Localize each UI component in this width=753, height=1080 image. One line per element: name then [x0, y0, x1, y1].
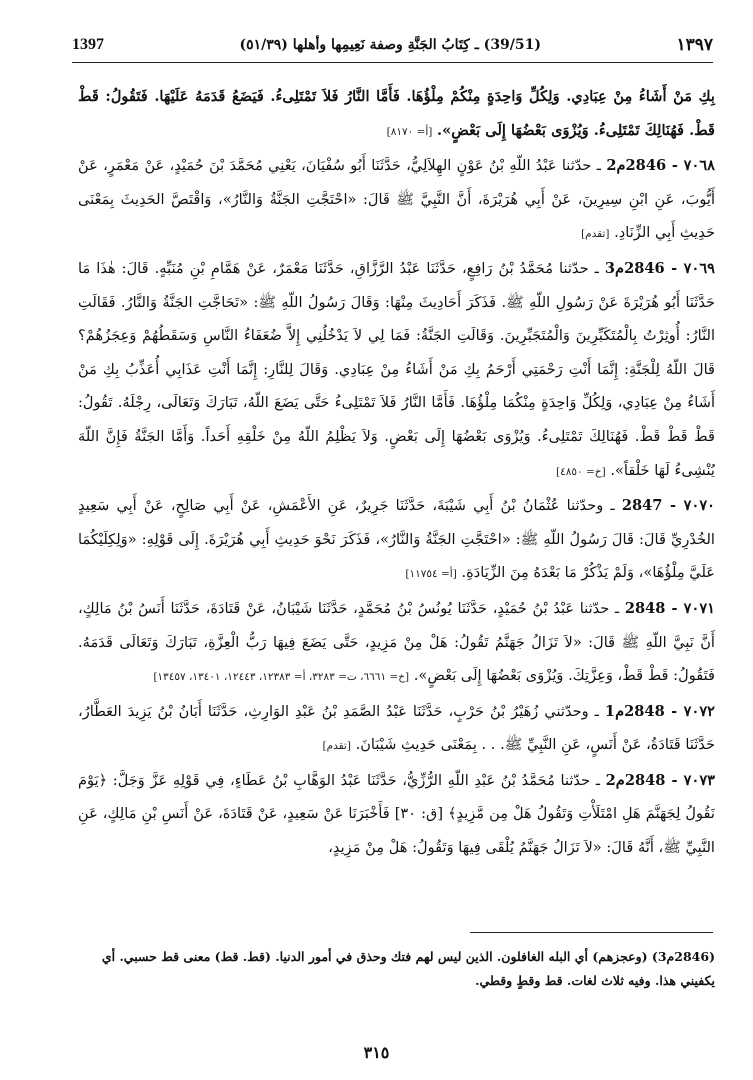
hadith-number: ٧٠٦٨ - 2846م2	[606, 157, 716, 175]
cross-reference: [خ= ٦٦٦١، ت= ٣٢٨٣، أ= ١٢٣٨٣، ١٢٤٤٣، ١٣٤٠١، ١٣٤٥٧]	[153, 671, 410, 684]
hadith-7071	[78, 592, 715, 695]
header-rule	[72, 62, 713, 63]
page-number-bottom: ٣١٥	[363, 1043, 390, 1062]
hadith-number: ٧٠٦٩ - 2846م3	[604, 259, 716, 277]
cross-reference: [خ= ٤٨٥٠]	[556, 465, 606, 478]
hadith-text: ـ وحدّثنا عُثْمَانُ بْنُ أَبِي شَيْبَةَ، حَدَّثَنَا جَرِيرٌ، عَنِ الأَعْمَشِ، عَنْ أَبِي صَالِحٍ، عَنْ أَبِي سَعِيدٍ الخُدْرِيِّ قَالَ: قَالَ رَسُولُ اللّهِ ﷺ: «احْتَجَّتِ الجَنَّةُ وَالنَّارُ»، فَذَكَرَ نَحْوَ حَدِيثِ أَبِي هُرَيْرَةَ. إِلَى قَوْلِهِ: «وَلِكِلَيْكُمَا عَلَيَّ مِلْؤُهَا»، وَلَمْ يَذْكُرْ مَا بَعْدَهُ مِنَ الزِّيَادَةِ.	[78, 497, 715, 582]
hadith-7068	[78, 149, 715, 252]
continuation-paragraph	[78, 80, 715, 149]
hadith-number: ٧٠٧٣ - 2848م2	[605, 771, 716, 789]
hadith-text: ـ حدّثنا عَبْدُ بْنُ حُمَيْدٍ، حَدَّثَنَا يُونُسُ بْنُ مُحَمَّدٍ، حَدَّثَنَا شَيْبَانُ، عَنْ قَتَادَةَ، حَدَّثَنَا أَنَسُ بْنُ مَالِكٍ، أَنَّ نَبِيَّ اللّهِ ﷺ قَالَ: «لاَ تَزَالُ جَهَنَّمُ تَقُولُ: هَلْ مِنْ مَزِيدٍ، حَتَّى يَضَعَ فِيهَا رَبُّ الْعِزَّةِ، تَبَارَكَ وَتَعَالَى قَدَمَهُ. فَتَقُولُ: قَطْ قَطْ، وَعِزَّتِكَ. وَيُزْوَى بَعْضُهَا إِلَى بَعْضٍ».	[78, 599, 715, 685]
page-header	[72, 34, 713, 56]
footnote-separator	[470, 932, 713, 933]
chapter-title: (39/51) ـ كِتَابُ الجَنَّةِ وصفة نَعِيمِها وأهلها (٥١/٣٩)	[239, 37, 542, 53]
cross-reference: [أ= ١١٧٥٤]	[405, 568, 457, 581]
cross-reference: [أ= ٨١٧٠]	[386, 125, 433, 138]
cross-reference: [تقدم]	[581, 228, 610, 241]
paragraph-text: بِكِ مَنْ أَشَاءُ مِنْ عِبَادِي. وَلِكُلِّ وَاحِدَةٍ مِنْكُمْ مِلْؤُهَا. فَأَمَّا النَّارُ فَلاَ تَمْتَلِىءُ. فَيَضَعُ قَدَمَهُ عَلَيْهَا. فَتَقُولُ: قَطْ قَطْ. فَهُنَالِكَ تَمْتَلِىءُ. وَيُزْوَى بَعْضُهَا إِلَى بَعْضٍ».	[78, 88, 715, 139]
hadith-number: ٧٠٧٢ - 2848م1	[604, 702, 716, 720]
footnote: (2846م3) (وعجزهم) أي البله الغافلون. الذين ليس لهم فتك وحذق في أمور الدنيا. (قط. قط) معنى قط حسبي. أي يكفيني هذا. وفيه ثلاث لغات. قط وقطٍ وقطي.	[101, 949, 715, 988]
hadith-text: ـ حدّثنا عَبْدُ اللّهِ بْنُ عَوْنٍ الهِلاَلِيُّ، حَدَّثَنَا أَبُو سُفْيَانَ، يَعْنِي مُحَمَّدَ بْنَ حُمَيْدٍ، عَنْ مَعْمَرٍ، عَنْ أَيُّوبَ، عَنِ ابْنِ سِيرِينَ، عَنْ أَبِي هُرَيْرَةَ، أَنَّ النَّبِيَّ ﷺ قَالَ: «احْتَجَّتِ الجَنَّةُ وَالنَّارُ»، وَاقْتَصَّ الحَدِيثَ بِمَعْنَى حَدِيثِ أَبِي الزِّنَادِ.	[78, 157, 715, 242]
page-number-arabic: ١٣٩٧	[676, 35, 713, 55]
hadith-7073	[78, 764, 715, 865]
hadith-7070	[78, 489, 715, 592]
hadith-number: ٧٠٧١ - 2848	[624, 599, 716, 617]
page-number-latin: 1397	[72, 36, 104, 53]
cross-reference: [تقدم]	[322, 740, 351, 753]
hadith-text: ـ وحدّثني زُهَيْرُ بْنُ حَرْبٍ، حَدَّثَنَا عَبْدُ الصَّمَدِ بْنُ عَبْدِ الوَارِثِ، حَدَّثَنَا أَبَانُ بْنُ يَزِيدَ العَطَّارُ، حَدَّثَنَا قَتَادَةُ، عَنْ أَنَسٍ، عَنِ النَّبِيِّ ﷺ. . . بِمَعْنَى حَدِيثِ شَيْبَانَ.	[78, 702, 715, 754]
hadith-7072	[78, 695, 715, 764]
main-text	[78, 80, 715, 865]
hadith-text: ـ حدّثنا مُحَمَّدُ بْنُ رَافِعٍ، حَدَّثَنَا عَبْدُ الرَّزَّاقِ، حَدَّثَنَا مَعْمَرٌ، عَنْ هَمَّامِ بْنِ مُنَبِّهٍ. قَالَ: هٰذَا مَا حَدَّثَنَا أَبُو هُرَيْرَةَ عَنْ رَسُولِ اللّهِ ﷺ. فَذَكَرَ أَحَادِيثَ مِنْهَا: وَقَالَ رَسُولُ اللّهِ ﷺ: «تَحَاجَّتِ الجَنَّةُ وَالنَّارُ. فَقَالَتِ النَّارُ: أُوثِرْتُ بِالْمُتَكَبِّرِينَ وَالْمُتَجَبِّرِينَ. وَقَالَتِ الجَنَّةُ: فَمَا لِي لاَ يَدْخُلُنِي إِلاَّ ضُعَفَاءُ النَّاسِ وَسَقَطُهُمْ وَعِجَزُهُمْ؟ قَالَ اللّهُ لِلْجَنَّةِ: إِنَّمَا أَنْتِ رَحْمَتِي أَرْحَمُ بِكِ مَنْ أَشَاءُ مِنْ عِبَادِي. وَقَالَ لِلنَّارِ: إِنَّمَا أَنْتِ عَذَابِي أُعَذِّبُ بِكِ مَنْ أَشَاءُ مِنْ عِبَادِي، وَلِكُلِّ وَاحِدَةٍ مِنْكُمَا مِلْؤُهَا. فَأَمَّا النَّارُ فَلاَ تَمْتَلِىءُ حَتَّى يَضَعَ اللّهُ، تَبَارَكَ وَتَعَالَى، رِجْلَهُ. تَقُولُ: قَطْ قَطْ قَطْ. فَهُنَالِكَ تَمْتَلِىءُ. وَيُزْوَى بَعْضُهَا إِلَى بَعْضٍ. وَلاَ يَظْلِمُ اللّهُ مِنْ خَلْقِهِ أَحَداً. وَأَمَّا الجَنَّةُ فَإِنَّ اللّهَ يُنْشِىءُ لَهَا خَلْقاً».	[78, 259, 715, 479]
hadith-7069	[78, 252, 715, 489]
hadith-number: ٧٠٧٠ - 2847	[621, 497, 716, 515]
hadith-text: ـ حدّثنا مُحَمَّدُ بْنُ عَبْدِ اللّهِ الرُّزِّيُّ، حَدَّثَنَا عَبْدُ الوَهَّابِ بْنُ عَطَاءٍ، فِي قَوْلِهِ عَزَّ وَجَلَّ: ﴿يَوْمَ نَقُولُ لِجَهَنَّمَ هَلِ امْتَلَأْتِ وَتَقُولُ هَلْ مِن مَّزِيدٍ﴾ [ق: ٣٠] فَأَخْبَرَنَا عَنْ سَعِيدٍ، عَنْ قَتَادَةَ، عَنْ أَنَسِ بْنِ مَالِكٍ، عَنِ النَّبِيِّ ﷺ، أَنَّهُ قَالَ: «لاَ تَزَالُ جَهَنَّمُ يُلْقَى فِيهَا وَتَقُولُ: هَلْ مِنْ مَزِيدٍ،	[78, 771, 715, 857]
